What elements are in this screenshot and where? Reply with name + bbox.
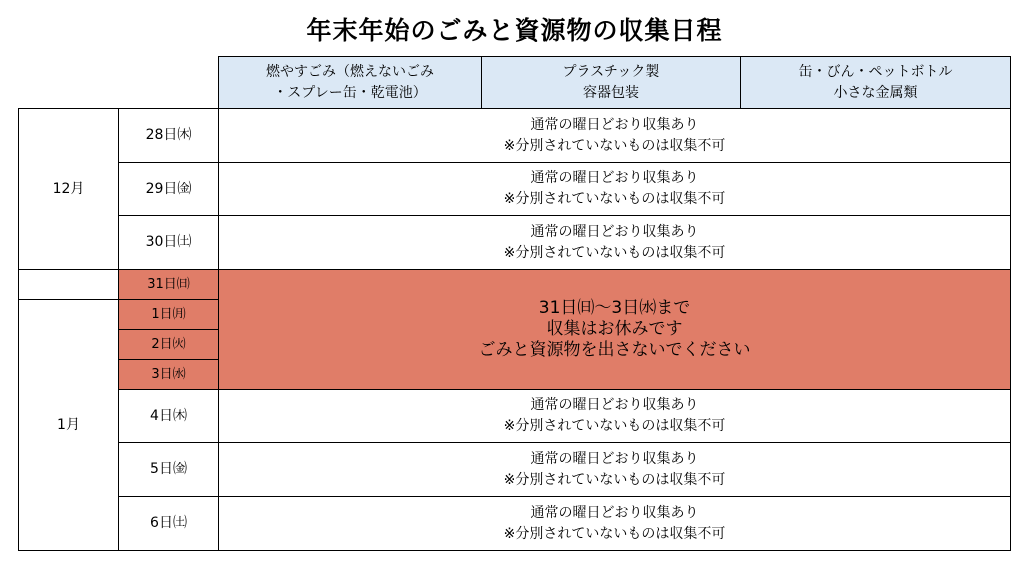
day-1: 1日㈪ bbox=[119, 300, 219, 330]
month-december-end bbox=[19, 270, 119, 300]
header-blank-cell bbox=[19, 57, 219, 109]
month-january: 1月 bbox=[19, 300, 119, 551]
header-plastic-line1: プラスチック製 bbox=[562, 63, 660, 80]
schedule-row-6 bbox=[19, 497, 1011, 551]
normal-line1: 通常の曜日どおり収集あり bbox=[530, 170, 699, 186]
normal-line2: ※分別されていないものは収集不可 bbox=[503, 137, 726, 154]
normal-line1: 通常の曜日どおり収集あり bbox=[530, 116, 699, 133]
header-plastic-line2: 容器包装 bbox=[583, 84, 639, 101]
header-cans-line2: 小さな金属類 bbox=[833, 84, 918, 101]
normal-line2: ※分別されていないものは収集不可 bbox=[503, 244, 726, 261]
normal-collection-29 bbox=[219, 163, 1011, 216]
day-30: 30日㈯ bbox=[119, 216, 219, 270]
normal-line1: 通常の曜日どおり収集あり bbox=[530, 450, 699, 467]
header-row bbox=[19, 57, 1011, 109]
header-cans-line1: 缶・びん・ペットボトル bbox=[798, 63, 953, 80]
schedule-row-29 bbox=[19, 163, 1011, 216]
header-burnable-waste bbox=[219, 57, 482, 109]
schedule-row-5 bbox=[19, 443, 1011, 497]
normal-line2: ※分別されていないものは収集不可 bbox=[503, 471, 726, 488]
holiday-line1: 31日㈰～3日㈬まで bbox=[538, 298, 691, 318]
schedule-row-31 bbox=[19, 270, 1011, 300]
holiday-notice bbox=[219, 270, 1011, 390]
schedule-row-4 bbox=[19, 390, 1011, 443]
normal-line2: ※分別されていないものは収集不可 bbox=[503, 418, 726, 434]
header-burnable-line2: ・スプレー缶・乾電池） bbox=[273, 84, 427, 101]
header-cans-bottles bbox=[741, 57, 1011, 109]
collection-schedule-table bbox=[18, 56, 1011, 551]
normal-collection-30 bbox=[219, 216, 1011, 270]
month-december: 12月 bbox=[19, 109, 119, 270]
day-2: 2日㈫ bbox=[119, 330, 219, 360]
normal-collection-28 bbox=[219, 109, 1011, 163]
header-burnable-line1: 燃やすごみ（燃えないごみ bbox=[266, 63, 434, 80]
day-3: 3日㈬ bbox=[119, 360, 219, 390]
normal-line2: ※分別されていないものは収集不可 bbox=[503, 191, 726, 207]
header-plastic-packaging bbox=[482, 57, 741, 109]
day-29: 29日㈮ bbox=[119, 163, 219, 216]
schedule-row-30 bbox=[19, 216, 1011, 270]
page-title: 年末年始のごみと資源物の収集日程 bbox=[306, 16, 723, 45]
normal-collection-5 bbox=[219, 443, 1011, 497]
day-5: 5日㈮ bbox=[119, 443, 219, 497]
normal-collection-4 bbox=[219, 390, 1011, 443]
day-31: 31日㈰ bbox=[119, 270, 219, 300]
day-28: 28日㈭ bbox=[119, 109, 219, 163]
holiday-line2: 収集はお休みです bbox=[546, 319, 683, 339]
normal-line2: ※分別されていないものは収集不可 bbox=[503, 525, 726, 542]
normal-collection-6 bbox=[219, 497, 1011, 551]
schedule-row-28 bbox=[19, 109, 1011, 163]
normal-line1: 通常の曜日どおり収集あり bbox=[530, 397, 699, 413]
day-6: 6日㈯ bbox=[119, 497, 219, 551]
holiday-line3: ごみと資源物を出さないでください bbox=[478, 340, 751, 360]
normal-line1: 通常の曜日どおり収集あり bbox=[530, 504, 699, 521]
normal-line1: 通常の曜日どおり収集あり bbox=[530, 223, 699, 240]
day-4: 4日㈭ bbox=[119, 390, 219, 443]
